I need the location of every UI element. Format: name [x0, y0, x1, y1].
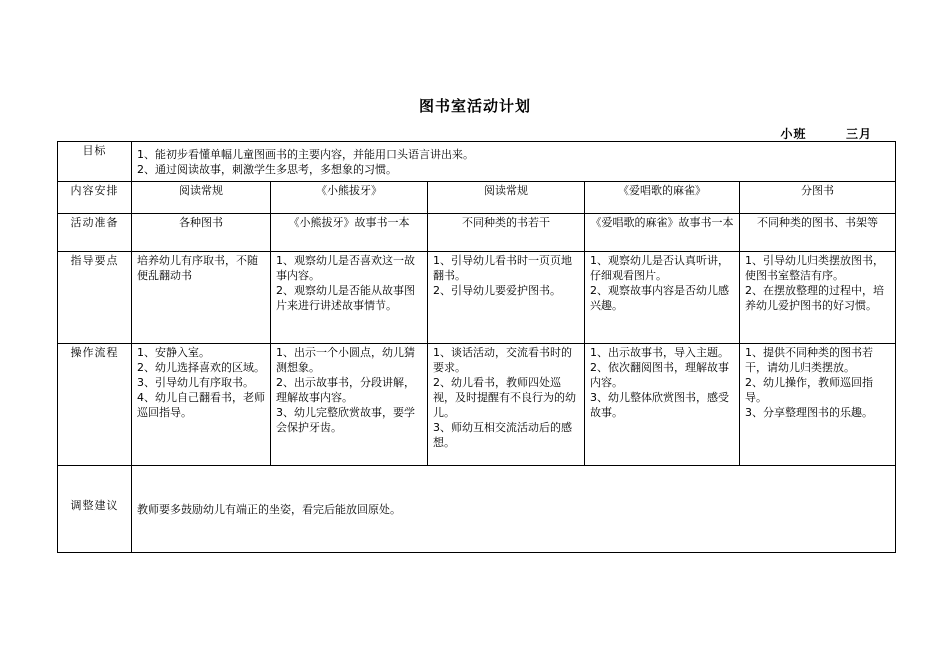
goal-label: 目标 [58, 142, 132, 182]
preparation-row [58, 214, 896, 252]
process-item: 1、安静入室。 [137, 346, 210, 359]
process-item: 3、幼儿整体欣赏图书，感受故事。 [590, 391, 729, 419]
process-item: 3、引导幼儿有序取书。 [137, 376, 254, 389]
process-row [58, 344, 896, 466]
process-item: 2、幼儿选择喜欢的区域。 [137, 361, 265, 374]
process-cell-3 [428, 344, 585, 466]
content-label: 内容安排 [58, 182, 132, 214]
goal-line-2: 2、通过阅读故事，刺激学生多思考，多想象的习惯。 [137, 162, 397, 176]
goal-row [58, 142, 896, 182]
preparation-cell-5: 不同种类的图书、书架等 [740, 214, 896, 252]
guidance-cell-4 [585, 252, 740, 344]
activity-plan-table [57, 141, 896, 553]
process-item: 3、幼儿完整欣赏故事，要学会保护牙齿。 [276, 406, 415, 434]
process-item: 2、出示故事书，分段讲解，理解故事内容。 [276, 376, 415, 404]
preparation-cell-3: 不同种类的书若干 [428, 214, 585, 252]
goal-line-1: 1、能初步看懂单幅儿童图画书的主要内容，并能用口头语言讲出来。 [137, 147, 474, 161]
process-item: 2、依次翻阅图书，理解故事内容。 [590, 361, 729, 389]
process-item: 3、师幼互相交流活动后的感想。 [433, 421, 572, 449]
guidance-item: 培养幼儿有序取书，不随便乱翻动书 [137, 254, 258, 282]
content-cell-1: 阅读常规 [132, 182, 271, 214]
guidance-item: 1、观察幼儿是否认真听讲，仔细观看图片。 [590, 254, 729, 282]
process-item: 3、分享整理图书的乐趣。 [745, 406, 873, 419]
process-cell-1 [132, 344, 271, 466]
process-item: 2、幼儿看书，教师四处巡视，及时提醒有不良行为的幼儿。 [433, 376, 576, 419]
guidance-item: 1、引导幼儿看书时一页页地翻书。 [433, 254, 572, 282]
content-cell-5: 分图书 [740, 182, 896, 214]
content-cell-2: 《小熊拔牙》 [271, 182, 428, 214]
guidance-cell-3 [428, 252, 585, 344]
preparation-cell-2: 《小熊拔牙》故事书一本 [271, 214, 428, 252]
process-item: 1、提供不同种类的图书若干，请幼儿归类摆放。 [745, 346, 873, 374]
document-title: 图书室活动计划 [418, 97, 531, 115]
guidance-row [58, 252, 896, 344]
adjustment-label: 调整建议 [58, 466, 132, 553]
content-cell-3: 阅读常规 [428, 182, 585, 214]
process-cell-4 [585, 344, 740, 466]
guidance-cell-2 [271, 252, 428, 344]
process-item: 4、幼儿自己翻看书，老师巡回指导。 [137, 391, 265, 419]
preparation-label: 活动准备 [58, 214, 132, 252]
process-cell-2 [271, 344, 428, 466]
guidance-cell-1 [132, 252, 271, 344]
process-cell-5 [740, 344, 896, 466]
guidance-label: 指导要点 [58, 252, 132, 344]
adjustment-cell: 教师要多鼓励幼儿有端正的坐姿，看完后能放回原处。 [132, 466, 896, 553]
content-cell-4: 《爱唱歌的麻雀》 [585, 182, 740, 214]
process-item: 2、幼儿操作，教师巡回指导。 [745, 376, 873, 404]
guidance-item: 2、观察故事内容是否幼儿感兴趣。 [590, 284, 729, 312]
guidance-item: 1、引导幼儿归类摆放图书，使图书室整洁有序。 [745, 254, 884, 282]
process-item: 1、出示故事书，导入主题。 [590, 346, 729, 359]
process-item: 1、谈话活动，交流看书时的要求。 [433, 346, 572, 374]
adjustment-row [58, 466, 896, 553]
guidance-item: 2、在摆放整理的过程中，培养幼儿爱护图书的好习惯。 [745, 284, 884, 312]
guidance-item: 1、观察幼儿是否喜欢这一故事内容。 [276, 254, 415, 282]
process-item: 1、出示一个小圆点，幼儿猜测想象。 [276, 346, 415, 374]
guidance-item: 2、引导幼儿要爱护图书。 [433, 284, 561, 297]
guidance-item: 2、观察幼儿是否能从故事图片来进行讲述故事情节。 [276, 284, 415, 312]
preparation-cell-1: 各种图书 [132, 214, 271, 252]
process-label: 操作流程 [58, 344, 132, 466]
goal-cell [132, 142, 896, 182]
guidance-cell-5 [740, 252, 896, 344]
content-row [58, 182, 896, 214]
class-info: 小班 三月 [780, 127, 872, 141]
preparation-cell-4: 《爱唱歌的麻雀》故事书一本 [585, 214, 740, 252]
